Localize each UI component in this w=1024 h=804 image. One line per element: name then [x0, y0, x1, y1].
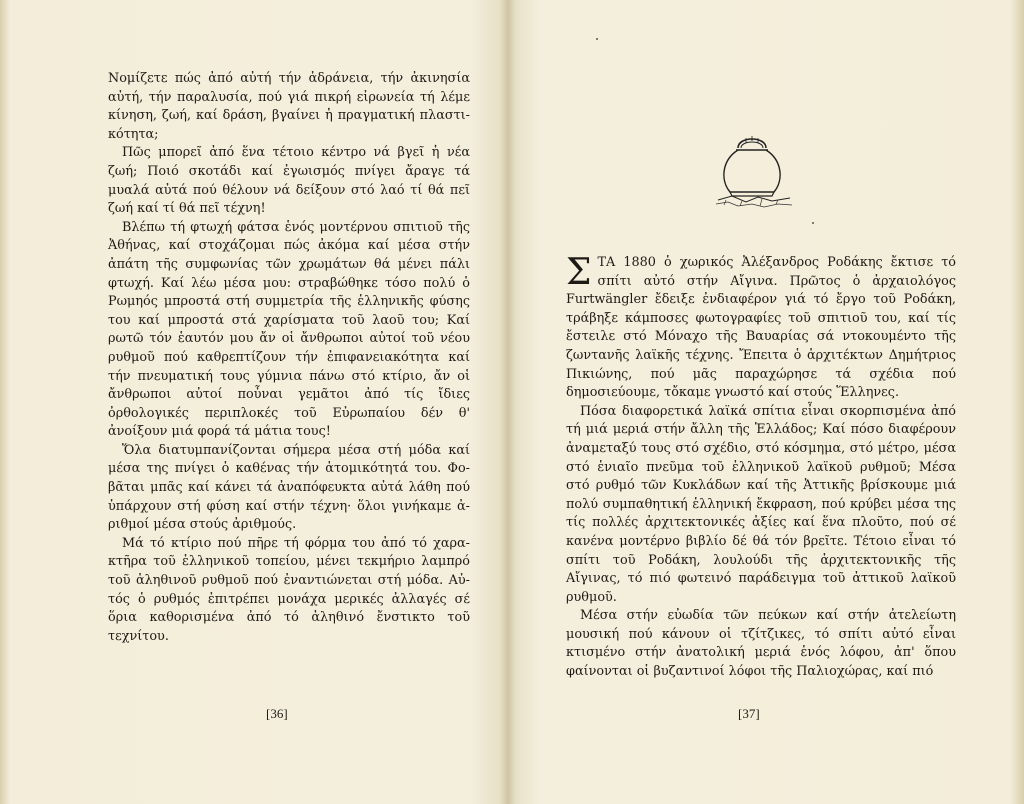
amphora-vignette-icon	[712, 126, 798, 214]
right-page-text	[566, 254, 956, 682]
paper-speck	[596, 38, 598, 40]
left-paragraph: Μά τό κτίριο πού πῆρε τή φόρμα του ἀπό τό χαρακτῆρα τοῦ ἑλληνικοῦ τοπείου, μένει τεκμήριο λαμπρό τοῦ ἀληθινοῦ ρυθμοῦ πού ἐναντιώνεται στή μόδα. Αὐτός ὁ ρυθμός ἐπιτρέπει μονάχα μερικές ἀλλαγές σέ ὅρια καθορισμένα ἀπό τό ἀληθινό ἔνστικτο τοῦ τεχνίτου.	[108, 535, 470, 644]
right-paragraph-text: ΤΑ 1880 ὁ χωρικός Ἀλέξανδρος Ροδάκης ἔκτισε τό σπίτι αὐτό στήν Αἴγινα. Πρῶτος ὁ ἀρχαιολόγος Furtwängler ἔδειξε ἐνδιαφέρον γιά τό ἔργο τοῦ Ροδάκη, τράβηξε κάμποσες φωτογραφίες τοῦ σπιτιοῦ του, καί τίς ἔστειλε στό Μόναχο τῆς Βαυαρίας σά ντοκουμέντο τῆς ζωντανῆς λαϊκῆς τέχνης. Ἔπειτα ὁ ἀρχιτέκτων Δημήτριος Πικιώνης, πού μᾶς παραχώρησε τά σχέδια πού δημοσιεύουμε, τὄκαμε γνωστό καί στούς Ἕλληνες.	[566, 255, 956, 401]
right-page-number: [37]	[738, 706, 760, 721]
left-page	[10, 0, 506, 804]
right-page	[516, 0, 1014, 804]
left-paragraph: Νομίζετε πώς ἀπό αὐτή τήν ἀδράνεια, τήν ἀκινησία αὐτή, τήν παραλυσία, πού γιά πικρή εἰρωνεία τή λέμε κίνηση, ζωή, καί δράση, βγαίνει ἡ πραγματική πλαστικότητα;	[108, 71, 470, 142]
left-paragraph: Πῶς μπορεῖ ἀπό ἕνα τέτοιο κέντρο νά βγεῖ ἡ νέα ζωή; Ποιό σκοτάδι καί ἐγωισμός πνίγει ἄραγε τά μυαλά αὐτά πού θέλουν νά δείξουν στό λαό τί θά πεῖ ζωή καί τί θά πεῖ τέχνη!	[108, 145, 470, 217]
right-paragraph: Μέσα στήν εὐωδία τῶν πεύκων καί στήν ἀτελείωτη μουσική πού κάνουν οἱ τζίτζικες, τό σπίτι αὐτό εἶναι κτισμένο στήν ἀνατολική μεριά ἑνός λόφου, ἀπ' ὅπου φαίνονται οἱ βυζαντινοί λόφοι τῆς Παλιοχώρας, καί πιό	[566, 608, 956, 680]
right-paragraph: Πόσα διαφορετικά λαϊκά σπίτια εἶναι σκορπισμένα ἀπό τή μιά μεριά στήν ἄλλη τῆς Ἑλλάδος; Καί πόσο διαφέρουν ἀναμεταξύ τους στό σχέδιο, στό κόσμημα, στό μέτρο, μέσα στό ἑνιαῖο πνεῦμα τοῦ ἑλληνικοῦ λαϊκοῦ ρυθμοῦ; Μέσα στό ρυθμό τῶν Κυκλάδων καί τῆς Ἀττικῆς βρίσκουμε μιά πολύ συμπαθητική ἑλληνική ἔκφραση, πού κρύβει μέσα της τίς πολλές ἀρχιτεκτονικές ἀξίες καί ἕνα πλοῦτο, πού σέ κανένα μοντέρνο βιβλίο δέ θά τόν βρεῖτε. Τέτοιο εἶναι τό σπίτι τοῦ Ροδάκη, λουλούδι τῆς ἀρχιτεκτονικῆς τῆς Αἴγινας, τό πιό φωτεινό παράδειγμα τοῦ ἀττικοῦ λαϊκοῦ ρυθμοῦ.	[566, 403, 956, 605]
left-page-text	[108, 70, 470, 646]
paper-speck	[812, 222, 814, 224]
left-paragraph: Ὅλα διατυμπανίζονται σήμερα μέσα στή μόδα καί μέσα της πνίγει ὁ καθένας τήν ἀτομικότητά του. Φοβᾶται μπᾶς καί κάνει τά ἀναπόφευκτα αὐτά λάθη πού ὑπάρχουν στή φύση καί στήν τέχνη· ὅλοι γινήκαμε ἀριθμοί μέσα στούς ἀριθμούς.	[108, 442, 470, 533]
left-page-number: [36]	[266, 706, 288, 721]
drop-cap: Σ	[566, 252, 592, 293]
right-paragraph	[566, 254, 956, 403]
left-paragraph: Βλέπω τή φτωχή φάτσα ἑνός μοντέρνου σπιτιοῦ τῆς Ἀθήνας, καί στοχάζομαι πώς ἀκόμα καί μέσα στήν ἀπάτη τῆς συμφωνίας τῶν χρωμάτων θά μένει πάλι φτωχή. Καί λέω μέσα μου: στραβώθηκε τόσο πολύ ὁ Ρωμηός μπροστά στή συμμετρία τῆς ἑλληνικῆς φύσης του καί μπροστά στά χαρίσματα τοῦ λαοῦ του; Καί ρωτῶ τόν ἑαυτόν μου ἄν οἱ ἄνθρωποι αὐτοί τοῦ νέου ρυθμοῦ πού καθρεπτίζουν τήν ἐπιφανειακότητα καί τήν πνευματική τους γύμνια πάνω στό κτίριο, ἄν οἱ ἄνθρωποι αὐτοί ποὖναι γεμᾶτοι ἀπό τίς ἴδιες ὀρθολογικές περιπλοκές τοῦ Εὐρωπαίου δέν θ' ἀνοίξουν μιά φορά τά μάτια τους!	[108, 219, 470, 440]
